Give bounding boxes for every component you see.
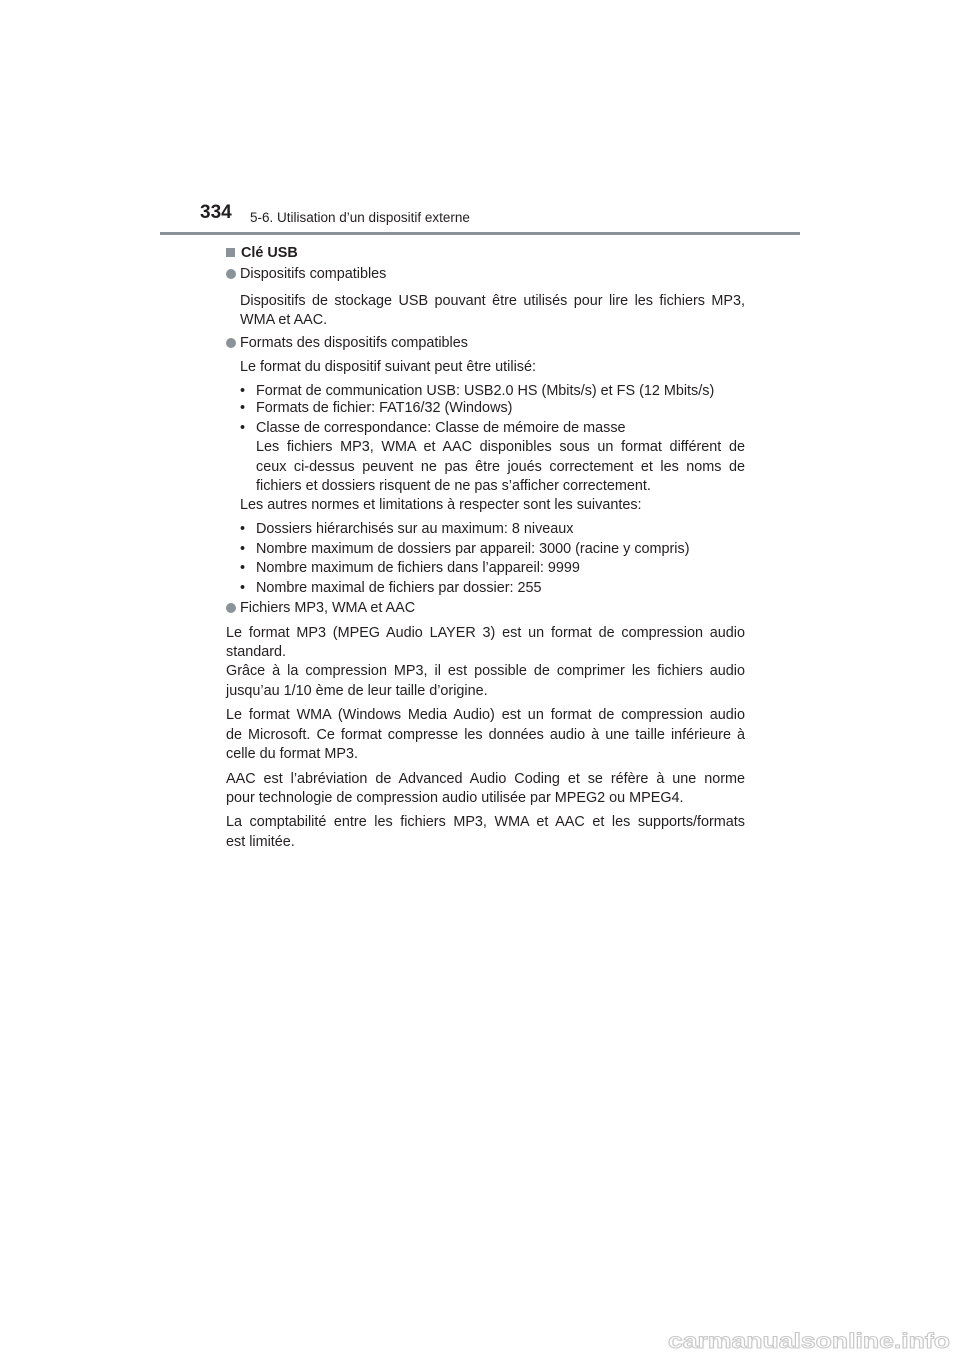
list-item: • Nombre maximum de fichiers dans l’appareil: 9999 [240,560,580,576]
usb-heading [226,244,298,264]
list-item: • Nombre maximal de fichiers par dossier: 255 [240,580,542,596]
watermark-logo [668,1332,953,1352]
paragraph-line: Grâce à la compression MP3, il est possible de comprimer les fichiers audio [226,663,745,679]
paragraph-line: AAC est l’abréviation de Advanced Audio Coding et se réfère à une norme [226,771,745,787]
page-number: 334 [200,202,232,223]
usb-heading-text: Clé USB [241,245,298,261]
list-item: • Dossiers hiérarchisés sur au maximum: 8 niveaux [240,521,574,537]
paragraph-line: est limitée. [226,834,295,850]
compatible-devices-title: Dispositifs compatibles [226,265,386,285]
paragraph-line: jusqu’au 1/10 ème de leur taille d’origine. [226,683,488,699]
compatible-formats-title: Formats des dispositifs compatibles [226,334,468,354]
list-item: • Nombre maximum de dossiers par appareil: 3000 (racine y compris) [240,541,690,557]
paragraph-line: Le format WMA (Windows Media Audio) est un format de compression audio [226,707,745,723]
header-rule [160,232,800,235]
compatible-formats-intro: Le format du dispositif suivant peut être utilisé: [240,359,536,375]
watermark-text: carmanualsonline.info [668,1332,950,1352]
compatible-devices-text-line: Dispositifs de stockage USB pouvant être utilisés pour lire les fichiers MP3, [240,293,745,309]
formats-note-line: Les fichiers MP3, WMA et AAC disponibles sous un format différent de [256,439,745,455]
circle-bullet-icon [226,269,236,279]
paragraph-line: standard. [226,644,287,660]
circle-bullet-icon [226,338,236,348]
formats-note-line: ceux ci-dessus peuvent ne pas être joués correctement et les noms de [256,459,745,475]
paragraph-line: La comptabilité entre les fichiers MP3, WMA et AAC et les supports/formats [226,814,745,830]
paragraph-line: de Microsoft. Ce format compresse les données audio à une taille inférieure à [226,727,745,743]
list-item: • Formats de fichier: FAT16/32 (Windows) [240,400,513,416]
files-title: Fichiers MP3, WMA et AAC [226,599,415,619]
limits-intro: Les autres normes et limitations à respecter sont les suivantes: [240,497,642,513]
square-bullet-icon [226,248,235,257]
list-item: • Format de communication USB: USB2.0 HS (Mbits/s) et FS (12 Mbits/s) [240,383,715,399]
paragraph-line: pour technologie de compression audio utilisée par MPEG2 ou MPEG4. [226,790,684,806]
circle-bullet-icon [226,603,236,613]
compatible-devices-text-line: WMA et AAC. [240,312,328,328]
section-title: 5-6. Utilisation d’un dispositif externe [250,210,470,225]
paragraph-line: Le format MP3 (MPEG Audio LAYER 3) est un format de compression audio [226,625,745,641]
formats-note-line: fichiers et dossiers risquent de ne pas s’afficher correctement. [256,478,651,494]
list-item: • Classe de correspondance: Classe de mémoire de masse [240,420,626,436]
paragraph-line: celle du format MP3. [226,746,358,762]
